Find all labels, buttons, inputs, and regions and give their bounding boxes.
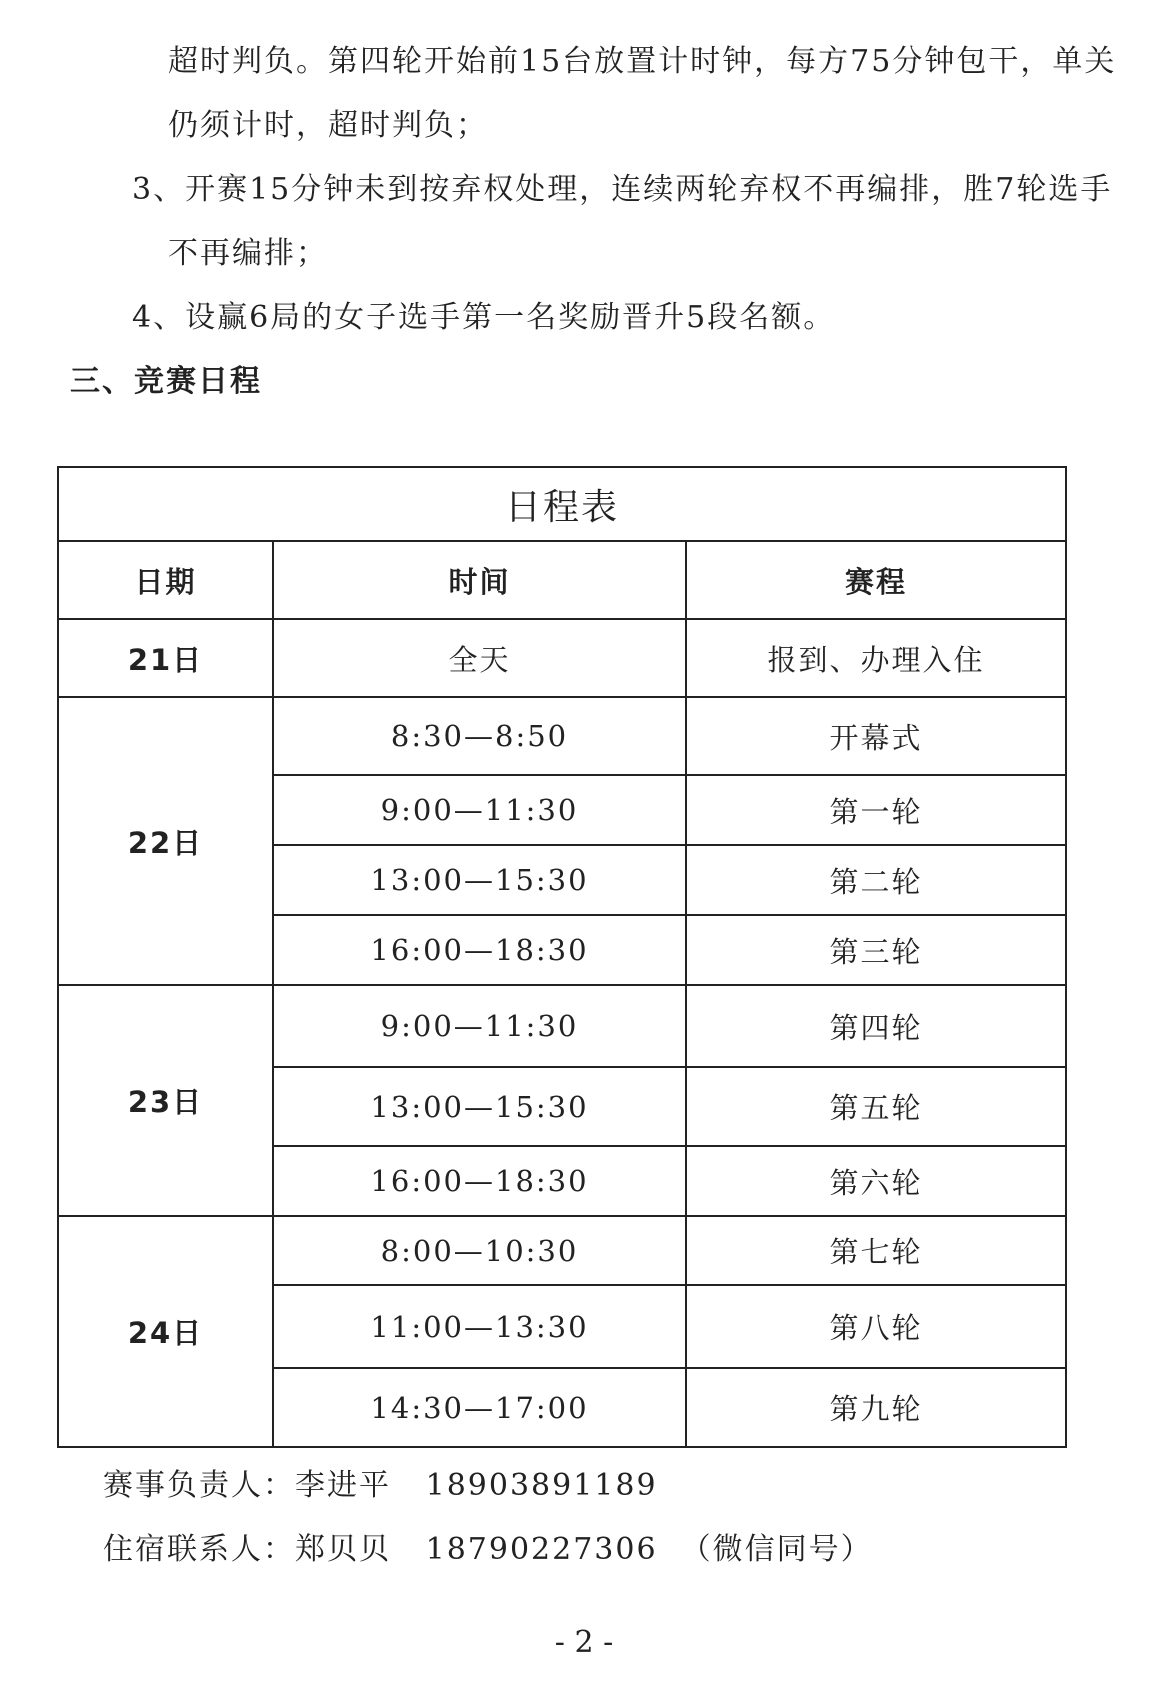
paragraph-line: 3、开赛15分钟未到按弃权处理，连续两轮弃权不再编排，胜7轮选手	[132, 172, 1113, 207]
table-row	[58, 619, 1066, 697]
table-row	[58, 1216, 1066, 1285]
paragraph-line: 不再编排；	[168, 236, 328, 271]
header-date: 日期	[58, 541, 273, 619]
date-cell: 21日	[58, 619, 273, 697]
time-cell: 16:00—18:30	[273, 1146, 686, 1216]
event-cell: 第四轮	[686, 985, 1066, 1067]
contact-note: （微信同号）	[680, 1532, 873, 1567]
event-cell: 第七轮	[686, 1216, 1066, 1285]
page-number: - 2 -	[554, 1625, 614, 1660]
event-cell: 报到、办理入住	[686, 619, 1066, 697]
contact-line	[103, 1530, 873, 1570]
time-cell: 13:00—15:30	[273, 845, 686, 915]
time-cell: 16:00—18:30	[273, 915, 686, 985]
date-cell: 22日	[58, 697, 273, 985]
event-cell: 第八轮	[686, 1285, 1066, 1368]
event-cell: 第六轮	[686, 1146, 1066, 1216]
time-cell: 8:30—8:50	[273, 697, 686, 775]
header-event: 赛程	[686, 541, 1066, 619]
table-row	[58, 985, 1066, 1067]
time-cell: 全天	[273, 619, 686, 697]
event-cell: 第二轮	[686, 845, 1066, 915]
schedule-table	[57, 466, 1067, 1448]
table-row	[58, 697, 1066, 775]
date-cell: 23日	[58, 985, 273, 1216]
event-cell: 第五轮	[686, 1067, 1066, 1146]
event-cell: 第九轮	[686, 1368, 1066, 1447]
time-cell: 11:00—13:30	[273, 1285, 686, 1368]
event-cell: 开幕式	[686, 697, 1066, 775]
header-time: 时间	[273, 541, 686, 619]
paragraph-line: 超时判负。第四轮开始前15台放置计时钟，每方75分钟包干，单关	[168, 44, 1117, 79]
contact-phone: 18903891189	[425, 1468, 658, 1503]
contact-phone: 18790227306	[425, 1532, 658, 1567]
contact-label: 赛事负责人：李进平	[103, 1468, 391, 1503]
time-cell: 13:00—15:30	[273, 1067, 686, 1146]
section-heading: 三、竞赛日程	[70, 364, 262, 399]
event-cell: 第三轮	[686, 915, 1066, 985]
contact-label: 住宿联系人：郑贝贝	[103, 1532, 391, 1567]
date-cell: 24日	[58, 1216, 273, 1447]
table-title: 日程表	[58, 467, 1066, 541]
time-cell: 9:00—11:30	[273, 775, 686, 845]
event-cell: 第一轮	[686, 775, 1066, 845]
time-cell: 9:00—11:30	[273, 985, 686, 1067]
paragraph-line: 4、设赢6局的女子选手第一名奖励晋升5段名额。	[132, 300, 836, 335]
paragraph-line: 仍须计时，超时判负；	[168, 108, 488, 143]
time-cell: 8:00—10:30	[273, 1216, 686, 1285]
contact-line	[103, 1466, 658, 1506]
time-cell: 14:30—17:00	[273, 1368, 686, 1447]
